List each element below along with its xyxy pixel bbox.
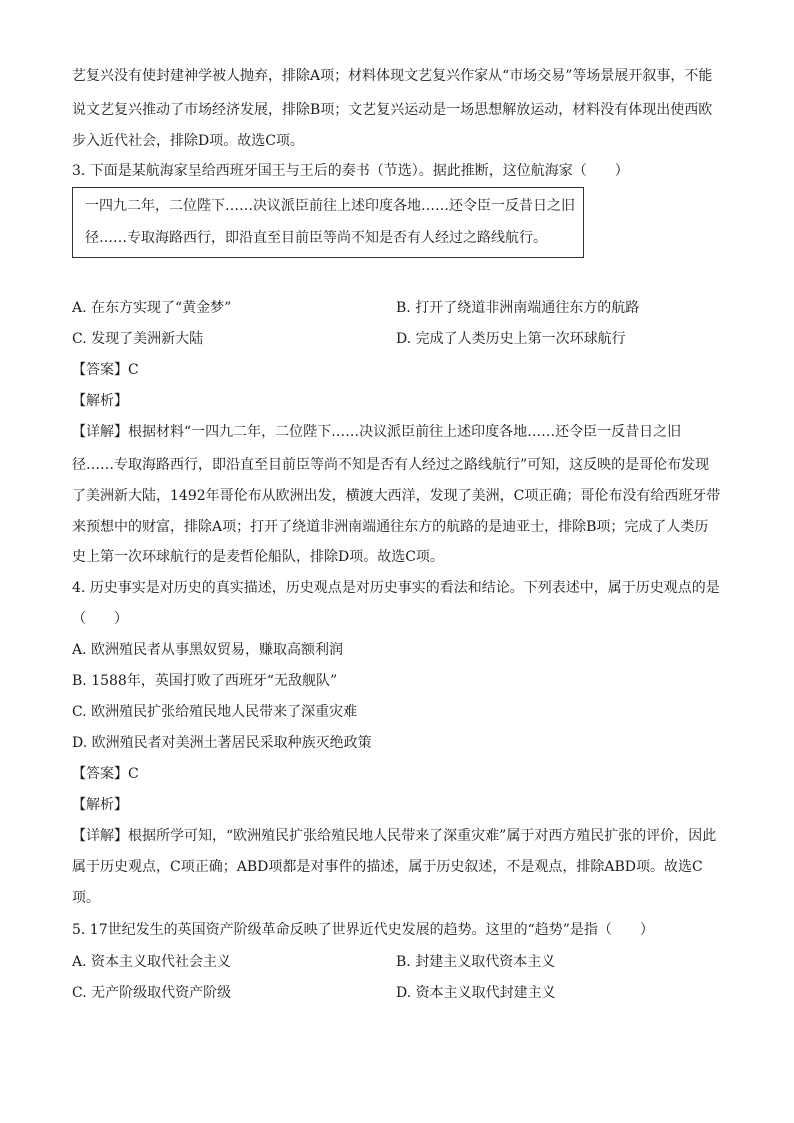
option-a: A. 在东方实现了“黄金梦” [72, 300, 232, 316]
quote-line: 径……专取海路西行，即沿直至目前臣等尚不知是否有人经过之路线航行。 [85, 230, 547, 246]
detail-line: 来预想中的财富，排除A项；打开了绕道非洲南端通往东方的航路的是迪亚士，排除B项；完成了人类历 [72, 519, 709, 535]
paragraph-line: 步入近代社会，排除D项。故选C项。 [72, 133, 304, 149]
detail-line: 【详解】根据材料“一四九二年，二位陛下……决议派臣前往上述印度各地……还令臣一反昔日之旧 [72, 424, 682, 440]
option-d: D. 资本主义取代封建主义 [396, 985, 556, 1001]
paragraph-line: 艺复兴没有使封建神学被人抛弃，排除A项；材料体现文艺复兴作家从“市场交易”等场景展开叙事，不能 [72, 68, 713, 84]
question-4-stem: （ ） [72, 611, 128, 627]
option-d: D. 欧洲殖民者对美洲土著居民采取种族灭绝政策 [72, 735, 372, 751]
question-3-stem: 3. 下面是某航海家呈给西班牙国王与王后的奏书（节选）。据此推断，这位航海家（ ） [72, 163, 629, 179]
question-5-stem: 5. 17世纪发生的英国资产阶级革命反映了世界近代史发展的趋势。这里的“趋势”是指（ ） [72, 922, 654, 938]
detail-line: 属于历史观点，C项正确；ABD项都是对事件的描述，属于历史叙述，不是观点，排除ABD项。故选C [72, 859, 703, 875]
quote-box [72, 187, 584, 258]
detail-line: 了美洲新大陆，1492年哥伦布从欧洲出发，横渡大西洋，发现了美洲，C项正确；哥伦布没有给西班牙带 [72, 488, 721, 504]
option-c: C. 无产阶级取代资产阶级 [72, 985, 232, 1001]
detail-line: 史上第一次环球航行的是麦哲伦船队，排除D项。故选C项。 [72, 549, 444, 565]
analysis-label: 【解析】 [72, 393, 128, 409]
detail-line: 【详解】根据所学可知，“欧洲殖民扩张给殖民地人民带来了深重灾难”属于对西方殖民扩张的评价，因此 [72, 828, 717, 844]
option-b: B. 打开了绕道非洲南端通往东方的航路 [396, 300, 640, 316]
option-a: A. 资本主义取代社会主义 [72, 954, 232, 970]
option-c: C. 欧洲殖民扩张给殖民地人民带来了深重灾难 [72, 704, 358, 720]
answer-label: 【答案】C [72, 362, 139, 378]
answer-label: 【答案】C [72, 766, 139, 782]
analysis-label: 【解析】 [72, 797, 128, 813]
detail-line: 径……专取海路西行，即沿直至目前臣等尚不知是否有人经过之路线航行”可知，这反映的是哥伦布发现 [72, 457, 710, 473]
option-c: C. 发现了美洲新大陆 [72, 331, 204, 347]
question-4-stem: 4. 历史事实是对历史的真实描述，历史观点是对历史事实的看法和结论。下列表述中，属于历史观点的是 [72, 580, 720, 596]
option-a: A. 欧洲殖民者从事黑奴贸易，赚取高额利润 [72, 642, 344, 658]
quote-line: 一四九二年，二位陛下……决议派臣前往上述印度各地……还令臣一反昔日之旧 [85, 198, 575, 214]
option-b: B. 1588年，英国打败了西班牙“无敌舰队” [72, 673, 338, 689]
option-d: D. 完成了人类历史上第一次环球航行 [396, 331, 626, 347]
paragraph-line: 说文艺复兴推动了市场经济发展，排除B项；文艺复兴运动是一场思想解放运动，材料没有体现出使西欧 [72, 102, 713, 118]
option-b: B. 封建主义取代资本主义 [396, 954, 556, 970]
detail-line: 项。 [72, 890, 100, 906]
